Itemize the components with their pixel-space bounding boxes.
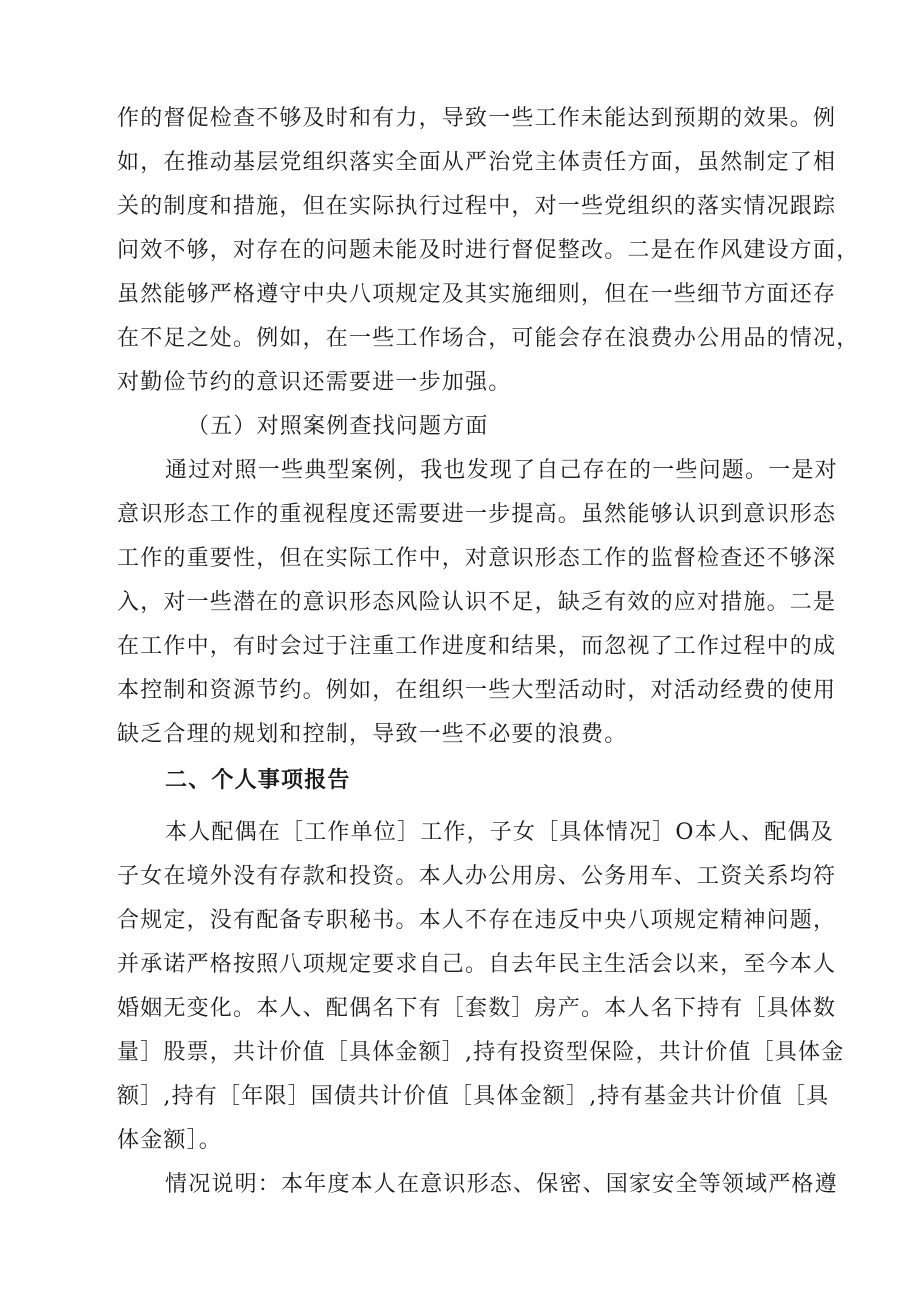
text-line: 子女在境外没有存款和投资。本人办公用房、公务用车、工资关系均符 xyxy=(117,864,837,889)
text-line: 并承诺严格按照八项规定要求自己。自去年民主生活会以来，至今本人 xyxy=(117,952,837,977)
text-line: 问效不够，对存在的问题未能及时进行督促整改。二是在作风建设方面， xyxy=(117,238,860,263)
text-line: 缺乏合理的规划和控制，导致一些不必要的浪费。 xyxy=(117,722,628,747)
text-line: 本控制和资源节约。例如，在组织一些大型活动时，对活动经费的使用 xyxy=(117,678,837,703)
text-line: 如，在推动基层党组织落实全面从严治党主体责任方面，虽然制定了相 xyxy=(117,150,837,175)
text-line: 意识形态工作的重视程度还需要进一步提高。虽然能够认识到意识形态 xyxy=(117,502,837,527)
text-line: 工作的重要性，但在实际工作中，对意识形态工作的监督检查还不够深 xyxy=(117,546,837,571)
text-line: 作的督促检查不够及时和有力，导致一些工作未能达到预期的效果。例 xyxy=(117,106,837,131)
text-line: 量］股票，共计价值［具体金额］,持有投资型保险，共计价值［具体金 xyxy=(117,1040,845,1065)
text-line: 在工作中，有时会过于注重工作进度和结果，而忽视了工作过程中的成 xyxy=(117,634,837,659)
text-line: 在不足之处。例如，在一些工作场合，可能会存在浪费办公用品的情况， xyxy=(117,326,860,351)
text-line: 体金额］。 xyxy=(117,1128,223,1153)
text-line: 关的制度和措施，但在实际执行过程中，对一些党组织的落实情况跟踪 xyxy=(117,194,837,219)
text-line: 通过对照一些典型案例，我也发现了自己存在的一些问题。一是对 xyxy=(165,458,838,483)
text-line: （五）对照案例查找问题方面 xyxy=(187,414,489,439)
text-line: 额］,持有［年限］国债共计价值［具体金额］,持有基金共计价值［具 xyxy=(117,1084,830,1109)
text-line: 情况说明：本年度本人在意识形态、保密、国家安全等领域严格遵 xyxy=(165,1172,838,1197)
text-line: 虽然能够严格遵守中央八项规定及其实施细则，但在一些细节方面还存 xyxy=(117,282,837,307)
body-text xyxy=(117,97,860,1207)
section-heading: 二、个人事项报告 xyxy=(165,768,351,793)
text-line: 婚姻无变化。本人、配偶名下有［套数］房产。本人名下持有［具体数 xyxy=(117,996,837,1021)
text-line: 本人配偶在［工作单位］工作，子女［具体情况］O本人、配偶及 xyxy=(165,820,834,845)
text-line: 对勤俭节约的意识还需要进一步加强。 xyxy=(117,370,512,395)
text-line: 入，对一些潜在的意识形态风险认识不足，缺乏有效的应对措施。二是 xyxy=(117,590,837,615)
text-line: 合规定，没有配备专职秘书。本人不存在违反中央八项规定精神问题， xyxy=(117,908,837,933)
